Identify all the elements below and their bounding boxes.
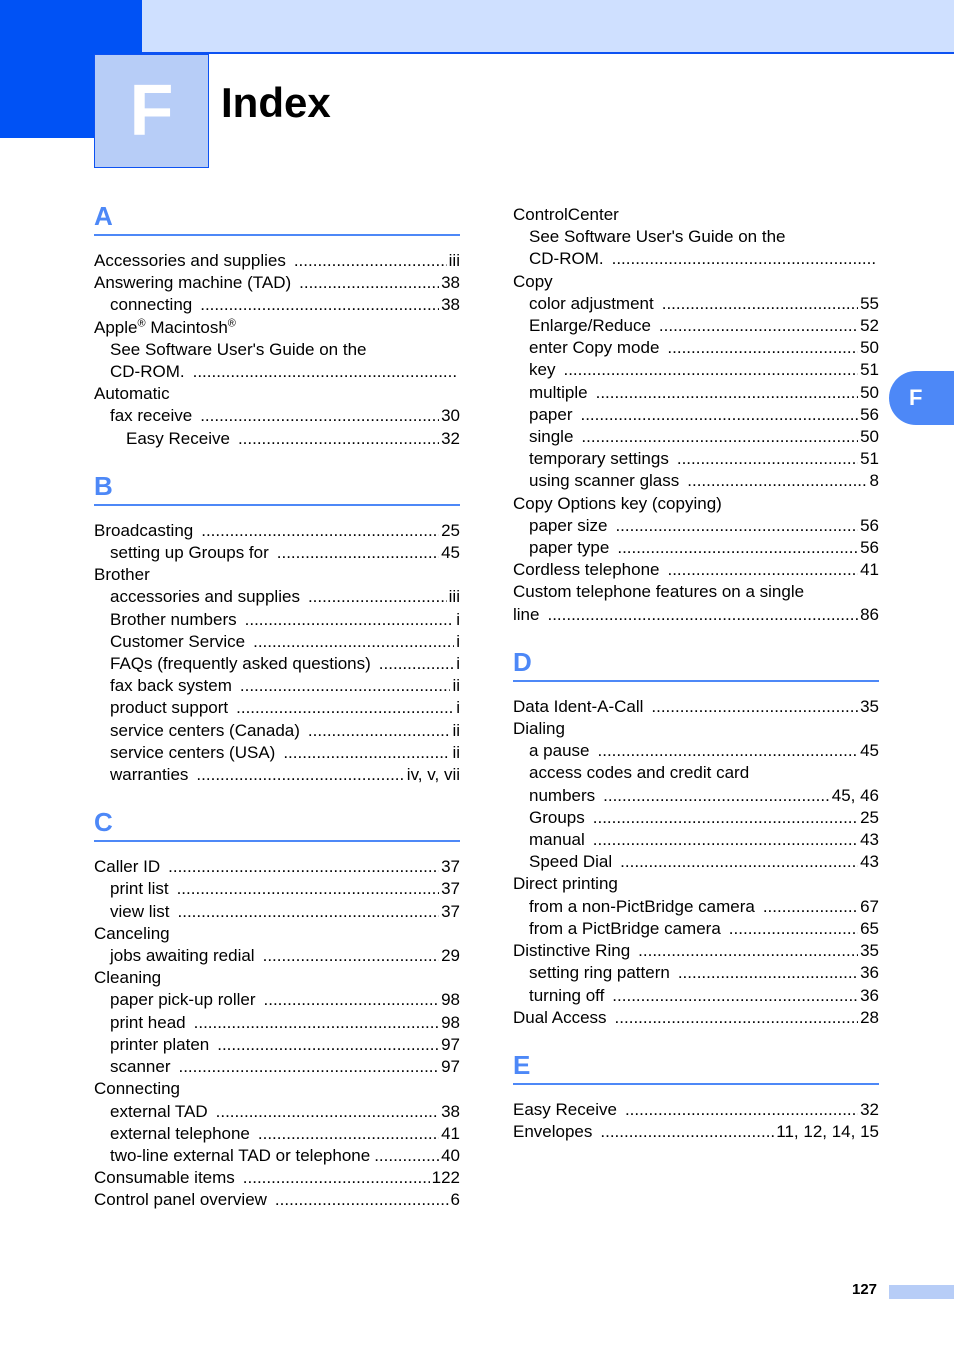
index-subentry: multiple ..... 50 [513,382,879,404]
index-subentry: Customer Service ..... i [94,631,460,653]
index-subentry: paper type ..... 56 [513,537,879,559]
index-subentry: print list ..... 37 [94,878,460,900]
index-subentry: See Software User's Guide on the [529,227,786,247]
index-subentry: fax back system ..... ii [94,675,460,697]
index-subentry: from a non-PictBridge camera ..... 67 [513,896,879,918]
index-subentry: setting up Groups for ..... 45 [94,542,460,564]
index-subentry: setting ring pattern ..... 36 [513,962,879,984]
index-subentry: numbers ..... 45, 46 [513,785,879,807]
index-entry: ControlCenter [513,205,619,224]
index-subentry: temporary settings ..... 51 [513,448,879,470]
index-subentry: scanner ..... 97 [94,1056,460,1078]
index-subentry: accessories and supplies ..... iii [94,586,460,608]
index-subentry: Brother numbers ..... i [94,609,460,631]
index-subentry: Groups ..... 25 [513,807,879,829]
page-title: Index [221,79,331,126]
index-entry: Distinctive Ring ..... 35 [513,940,879,962]
index-entry: Dialing [513,719,565,739]
index-subentry: product support ..... i [94,697,460,719]
index-subentry: Easy Receive ..... 32 [94,428,460,450]
index-entry: Envelopes ..... 11, 12, 14, 15 [513,1121,879,1143]
index-subentry: connecting ..... 38 [94,294,460,316]
index-subentry: CD-ROM. ..... [513,248,879,270]
index-subentry: key ..... 51 [513,359,879,381]
index-entry: Dual Access ..... 28 [513,1007,879,1029]
index-entry: Caller ID ..... 37 [94,856,460,878]
index-entry: line ..... 86 [513,604,879,626]
index-entry: Automatic [94,384,170,404]
index-subentry: CD-ROM. ..... [94,361,460,383]
index-subentry: paper pick-up roller ..... 98 [94,989,460,1011]
index-subentry: See Software User's Guide on the [110,339,367,359]
index-entry: Consumable items ..... 122 [94,1167,460,1189]
index-subentry: fax receive ..... 30 [94,405,460,427]
section-heading-e: E [513,1049,879,1085]
index-entry: Cordless telephone ..... 41 [513,559,879,581]
index-subentry: paper size ..... 56 [513,515,879,537]
index-entry: Easy Receive ..... 32 [513,1099,879,1121]
index-entry: Direct printing [513,874,618,894]
index-subentry: a pause ..... 45 [513,740,879,762]
page-number: 127 [852,1281,878,1298]
section-heading-c: C [94,806,460,842]
index-entry: Brother [94,565,150,585]
section-heading-d: D [513,646,879,682]
index-subentry: from a PictBridge camera ..... 65 [513,918,879,940]
index-subentry: access codes and credit card [529,763,750,783]
index-subentry: service centers (USA) ..... ii [94,742,460,764]
index-subentry: two-line external TAD or telephone ..... 40 [94,1145,460,1167]
index-entry: Custom telephone features on a single [513,582,805,602]
index-entry: Copy Options key (copying) [513,493,722,513]
section-heading-a: A [94,200,460,236]
index-entry: Apple® Macintosh® [94,316,236,337]
index-subentry: print head ..... 98 [94,1012,460,1034]
index-entry: Accessories and supplies ..... iii [94,250,460,272]
chapter-letter: F [129,71,174,151]
index-subentry: single ..... 50 [513,426,879,448]
index-subentry: warranties ..... iv, v, vii [94,764,460,786]
index-entry: Data Ident-A-Call ..... 35 [513,696,879,718]
index-entry: Cleaning [94,968,162,988]
section-heading-b: B [94,470,460,506]
index-subentry: service centers (Canada) ..... ii [94,720,460,742]
index-subentry: using scanner glass ..... 8 [513,470,879,492]
index-subentry: turning off ..... 36 [513,985,879,1007]
index-subentry: view list ..... 37 [94,901,460,923]
index-subentry: FAQs (frequently asked questions) ..... i [94,653,460,675]
index-entry: Copy [513,271,553,291]
index-entry: Connecting [94,1079,181,1099]
index-subentry: Enlarge/Reduce ..... 52 [513,315,879,337]
index-subentry: external telephone ..... 41 [94,1123,460,1145]
index-column-left [94,200,460,1212]
chapter-letter-box [94,54,209,168]
index-subentry: jobs awaiting redial ..... 29 [94,945,460,967]
index-entry: Control panel overview ..... 6 [94,1189,460,1211]
index-subentry: color adjustment ..... 55 [513,293,879,315]
index-subentry: external TAD ..... 38 [94,1101,460,1123]
index-subentry: paper ..... 56 [513,404,879,426]
index-subentry: Speed Dial ..... 43 [513,851,879,873]
index-entry: Broadcasting ..... 25 [94,520,460,542]
footer-bar [889,1285,954,1299]
index-column-right [513,204,879,1143]
header-rule [142,52,954,54]
index-subentry: manual ..... 43 [513,829,879,851]
index-entry: Canceling [94,923,170,943]
index-subentry: printer platen ..... 97 [94,1034,460,1056]
index-subentry: enter Copy mode ..... 50 [513,337,879,359]
index-entry: Answering machine (TAD) ..... 38 [94,272,460,294]
header-band [142,0,954,52]
side-tab-letter: F [909,385,923,410]
side-chapter-tab [889,371,954,425]
